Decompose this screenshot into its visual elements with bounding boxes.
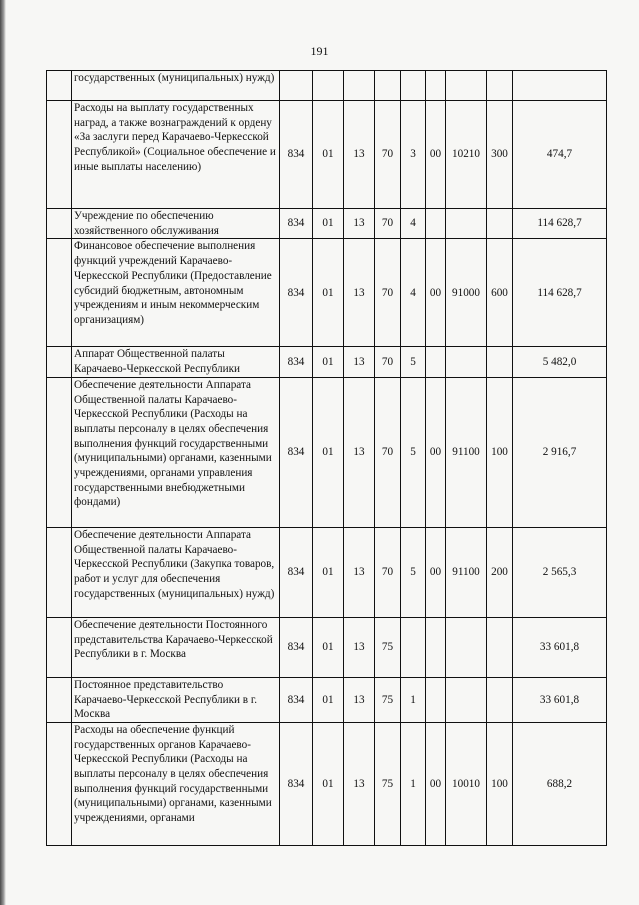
amount-cell: 33 601,8 bbox=[513, 677, 607, 722]
table-row bbox=[47, 101, 607, 209]
amount-cell: 474,7 bbox=[513, 101, 607, 209]
table-row bbox=[47, 377, 607, 527]
scan-edge-shadow bbox=[0, 0, 6, 905]
code-cell-c2: 01 bbox=[313, 722, 344, 845]
code-cell-c7: 91000 bbox=[446, 239, 487, 347]
table-row bbox=[47, 209, 607, 239]
code-cell-c3: 13 bbox=[344, 209, 375, 239]
page-number: 191 bbox=[310, 44, 329, 58]
code-cell-c3: 13 bbox=[344, 377, 375, 527]
blank-cell bbox=[47, 347, 72, 377]
code-cell-c1: 834 bbox=[280, 677, 313, 722]
blank-cell bbox=[47, 617, 72, 677]
code-cell-c1: 834 bbox=[280, 527, 313, 617]
code-cell-c7: 91100 bbox=[446, 377, 487, 527]
code-cell-c1: 834 bbox=[280, 347, 313, 377]
code-cell-c3: 13 bbox=[344, 239, 375, 347]
code-cell-c1: 834 bbox=[280, 239, 313, 347]
table-row bbox=[47, 527, 607, 617]
code-cell-c8 bbox=[487, 677, 513, 722]
budget-table bbox=[46, 70, 607, 846]
code-cell-c3: 13 bbox=[344, 527, 375, 617]
code-cell-c7 bbox=[446, 617, 487, 677]
code-cell-c2: 01 bbox=[313, 527, 344, 617]
code-cell-c4: 70 bbox=[375, 239, 401, 347]
row-name: Расходы на выплату государственных наград, а также вознаграждений к ордену «За заслуги перед Карачаево-Черкесской Республикой» (Социальное обеспечение и иные выплаты населению) bbox=[72, 101, 280, 209]
amount-cell: 2 565,3 bbox=[513, 527, 607, 617]
code-cell-c2: 01 bbox=[313, 347, 344, 377]
blank-cell bbox=[47, 209, 72, 239]
code-cell-c6 bbox=[426, 71, 446, 101]
row-name: Постоянное представительство Карачаево-Черкесской Республики в г. Москва bbox=[72, 677, 280, 722]
table-row bbox=[47, 722, 607, 845]
code-cell-c2: 01 bbox=[313, 101, 344, 209]
row-name: Учреждение по обеспечению хозяйственного обслуживания bbox=[72, 209, 280, 239]
code-cell-c2: 01 bbox=[313, 677, 344, 722]
code-cell-c4: 70 bbox=[375, 527, 401, 617]
amount-cell bbox=[513, 71, 607, 101]
code-cell-c8 bbox=[487, 347, 513, 377]
amount-cell: 33 601,8 bbox=[513, 617, 607, 677]
code-cell-c6: 00 bbox=[426, 101, 446, 209]
blank-cell bbox=[47, 677, 72, 722]
code-cell-c7 bbox=[446, 677, 487, 722]
code-cell-c4: 75 bbox=[375, 617, 401, 677]
row-name: государственных (муниципальных) нужд) bbox=[72, 71, 280, 101]
amount-cell: 114 628,7 bbox=[513, 239, 607, 347]
code-cell-c1 bbox=[280, 71, 313, 101]
blank-cell bbox=[47, 239, 72, 347]
code-cell-c4: 70 bbox=[375, 209, 401, 239]
code-cell-c7 bbox=[446, 347, 487, 377]
code-cell-c2: 01 bbox=[313, 617, 344, 677]
code-cell-c1: 834 bbox=[280, 722, 313, 845]
code-cell-c6: 00 bbox=[426, 377, 446, 527]
table-row bbox=[47, 677, 607, 722]
amount-cell: 5 482,0 bbox=[513, 347, 607, 377]
code-cell-c7: 91100 bbox=[446, 527, 487, 617]
code-cell-c8 bbox=[487, 209, 513, 239]
code-cell-c6 bbox=[426, 347, 446, 377]
code-cell-c4: 75 bbox=[375, 677, 401, 722]
row-name: Обеспечение деятельности Аппарата Общественной палаты Карачаево-Черкесской Республики (Расходы на выплаты персоналу в целях обеспечения выполнения функций государственными (муниципальными) органами, казенными учреждениями, органами управления государственными внебюджетными фондами) bbox=[72, 377, 280, 527]
code-cell-c8: 100 bbox=[487, 722, 513, 845]
code-cell-c3: 13 bbox=[344, 347, 375, 377]
code-cell-c4: 70 bbox=[375, 101, 401, 209]
code-cell-c5 bbox=[401, 617, 426, 677]
code-cell-c8: 200 bbox=[487, 527, 513, 617]
code-cell-c4: 70 bbox=[375, 377, 401, 527]
code-cell-c4: 70 bbox=[375, 347, 401, 377]
code-cell-c6 bbox=[426, 677, 446, 722]
blank-cell bbox=[47, 722, 72, 845]
code-cell-c7: 10010 bbox=[446, 722, 487, 845]
code-cell-c2: 01 bbox=[313, 377, 344, 527]
amount-cell: 2 916,7 bbox=[513, 377, 607, 527]
row-name: Обеспечение деятельности Аппарата Общественной палаты Карачаево-Черкесской Республики (Закупка товаров, работ и услуг для обеспечения государственных (муниципальных) нужд) bbox=[72, 527, 280, 617]
code-cell-c5: 4 bbox=[401, 239, 426, 347]
code-cell-c4 bbox=[375, 71, 401, 101]
blank-cell bbox=[47, 71, 72, 101]
code-cell-c2: 01 bbox=[313, 209, 344, 239]
code-cell-c1: 834 bbox=[280, 617, 313, 677]
blank-cell bbox=[47, 101, 72, 209]
row-name: Финансовое обеспечение выполнения функций учреждений Карачаево-Черкесской Республики (Предоставление субсидий бюджетным, автономным учреждениям и иным некоммерческим организациям) bbox=[72, 239, 280, 347]
table-row bbox=[47, 71, 607, 101]
code-cell-c8 bbox=[487, 71, 513, 101]
code-cell-c5: 5 bbox=[401, 377, 426, 527]
amount-cell: 688,2 bbox=[513, 722, 607, 845]
code-cell-c7 bbox=[446, 71, 487, 101]
code-cell-c6: 00 bbox=[426, 239, 446, 347]
code-cell-c6 bbox=[426, 617, 446, 677]
code-cell-c7 bbox=[446, 209, 487, 239]
code-cell-c3: 13 bbox=[344, 101, 375, 209]
table-row bbox=[47, 347, 607, 377]
code-cell-c5: 5 bbox=[401, 347, 426, 377]
code-cell-c3 bbox=[344, 71, 375, 101]
code-cell-c5 bbox=[401, 71, 426, 101]
code-cell-c5: 3 bbox=[401, 101, 426, 209]
code-cell-c6: 00 bbox=[426, 527, 446, 617]
code-cell-c4: 75 bbox=[375, 722, 401, 845]
code-cell-c2: 01 bbox=[313, 239, 344, 347]
code-cell-c6: 00 bbox=[426, 722, 446, 845]
code-cell-c5: 5 bbox=[401, 527, 426, 617]
code-cell-c6 bbox=[426, 209, 446, 239]
code-cell-c8: 300 bbox=[487, 101, 513, 209]
code-cell-c3: 13 bbox=[344, 677, 375, 722]
code-cell-c8: 100 bbox=[487, 377, 513, 527]
blank-cell bbox=[47, 377, 72, 527]
code-cell-c2 bbox=[313, 71, 344, 101]
code-cell-c8: 600 bbox=[487, 239, 513, 347]
code-cell-c5: 4 bbox=[401, 209, 426, 239]
row-name: Расходы на обеспечение функций государственных органов Карачаево-Черкесской Республики (Расходы на выплаты персоналу в целях обеспечения выполнения функций государственными (муниципальными) органами, казенными учреждениями, органами bbox=[72, 722, 280, 845]
code-cell-c3: 13 bbox=[344, 617, 375, 677]
table-row bbox=[47, 239, 607, 347]
code-cell-c1: 834 bbox=[280, 377, 313, 527]
code-cell-c3: 13 bbox=[344, 722, 375, 845]
amount-cell: 114 628,7 bbox=[513, 209, 607, 239]
row-name: Обеспечение деятельности Постоянного представительства Карачаево-Черкесской Республики в г. Москва bbox=[72, 617, 280, 677]
code-cell-c5: 1 bbox=[401, 722, 426, 845]
code-cell-c8 bbox=[487, 617, 513, 677]
table-row bbox=[47, 617, 607, 677]
code-cell-c1: 834 bbox=[280, 209, 313, 239]
row-name: Аппарат Общественной палаты Карачаево-Черкесской Республики bbox=[72, 347, 280, 377]
code-cell-c5: 1 bbox=[401, 677, 426, 722]
code-cell-c1: 834 bbox=[280, 101, 313, 209]
blank-cell bbox=[47, 527, 72, 617]
code-cell-c7: 10210 bbox=[446, 101, 487, 209]
